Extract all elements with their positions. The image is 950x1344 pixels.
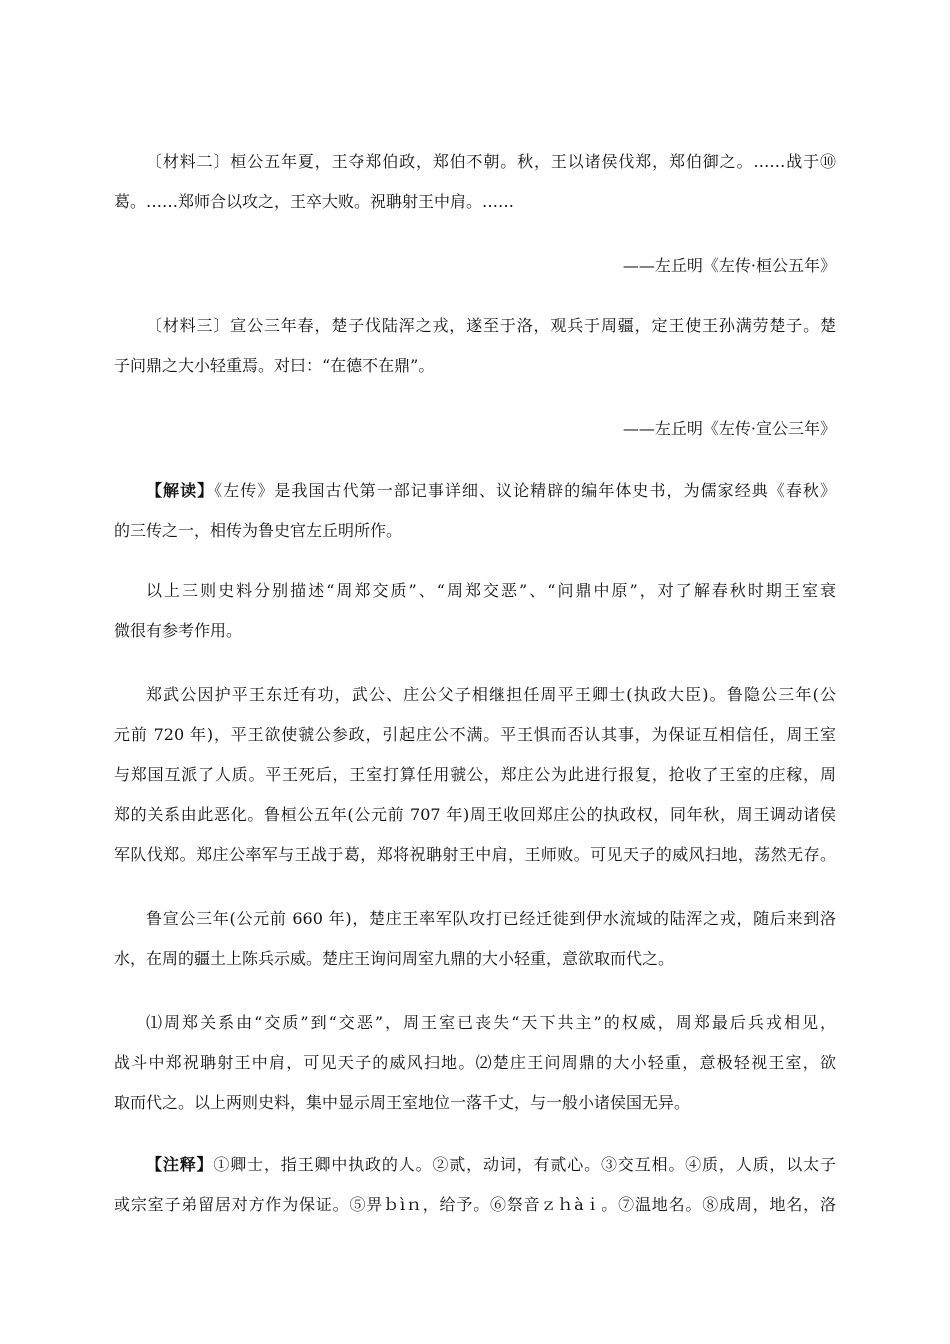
zheng-line2: 元前 720 年)，平王欲使虢公参政，引起庄公不满。平王惧而否认其事，为保证互相信任，周王室 [114, 725, 836, 744]
notes-label: 【注释】 [146, 1155, 214, 1174]
notes-line1-text: ①卿士，指王卿中执政的人。②贰，动词，有贰心。③交互相。④质，人质，以太子 [213, 1155, 836, 1174]
jiedu-line2: 的三传之一，相传为鲁史官左丘明所作。 [114, 521, 403, 540]
material2-source: ——左丘明《左传·桓公五年》 [622, 256, 836, 275]
conclusion-line1: ⑴周郑关系由“交质”到“交恶”，周王室已丧失“天下共主”的权威，周郑最后兵戎相见， [146, 1013, 836, 1032]
notes-line1 [146, 1154, 836, 1176]
chu-line1: 鲁宣公三年(公元前 660 年)，楚庄王率军队攻打已经迁徙到伊水流域的陆浑之戎，随后来到洛 [146, 909, 836, 928]
zheng-line1: 郑武公因护平王东迁有功，武公、庄公父子相继担任周平王卿士(执政大臣)。鲁隐公三年(公 [146, 685, 836, 704]
material2-line2: 葛。……郑师合以攻之，王卒大败。祝聃射王中肩。…… [114, 192, 515, 211]
material2-line1: 〔材料二〕桓公五年夏，王夺郑伯政，郑伯不朝。秋，王以诸侯伐郑，郑伯御之。……战于⑩ [146, 152, 836, 171]
conclusion-line2: 战斗中郑祝聃射王中肩，可见天子的威风扫地。⑵楚庄王问周鼎的大小轻重，意极轻视王室，欲 [114, 1053, 836, 1072]
material3-line1: 〔材料三〕宣公三年春，楚子伐陆浑之戎，遂至于洛，观兵于周疆，定王使王孙满劳楚子。楚 [146, 316, 836, 335]
summary-line2: 微很有参考作用。 [114, 621, 243, 640]
conclusion-line3: 取而代之。以上两则史料，集中显示周王室地位一落千丈，与一般小诸侯国无异。 [114, 1093, 691, 1112]
zheng-line4: 郑的关系由此恶化。鲁桓公五年(公元前 707 年)周王收回郑庄公的执政权，同年秋，周王调动诸侯 [114, 805, 836, 824]
jiedu-line1-text: 《左传》是我国古代第一部记事详细、议论精辟的编年体史书，为儒家经典《春秋》 [214, 481, 836, 500]
jiedu-label: 【解读】 [146, 481, 215, 500]
material3-line2: 子问鼎之大小轻重焉。对曰：“在德不在鼎”。 [114, 356, 435, 375]
zheng-line5: 军队伐郑。郑庄公率军与王战于葛，郑将祝聃射王中肩，王师败。可见天子的威风扫地，荡然无存。 [114, 845, 836, 864]
chu-line2: 水，在周的疆土上陈兵示威。楚庄王询问周室九鼎的大小轻重，意欲取而代之。 [114, 949, 675, 968]
summary-line1: 以上三则史料分别描述“周郑交质”、“周郑交恶”、“问鼎中原”，对了解春秋时期王室衰 [146, 581, 836, 600]
zheng-line3: 与郑国互派了人质。平王死后，王室打算任用虢公，郑庄公为此进行报复，抢收了王室的庄稼，周 [114, 765, 836, 784]
notes-line2: 或宗室子弟留居对方作为保证。⑤畀ｂìｎ，给予。⑥祭音ｚｈàｉ。⑦温地名。⑧成周，地名，洛 [114, 1195, 836, 1214]
jiedu-line1 [146, 480, 836, 502]
material3-source: ——左丘明《左传·宣公三年》 [622, 419, 836, 438]
